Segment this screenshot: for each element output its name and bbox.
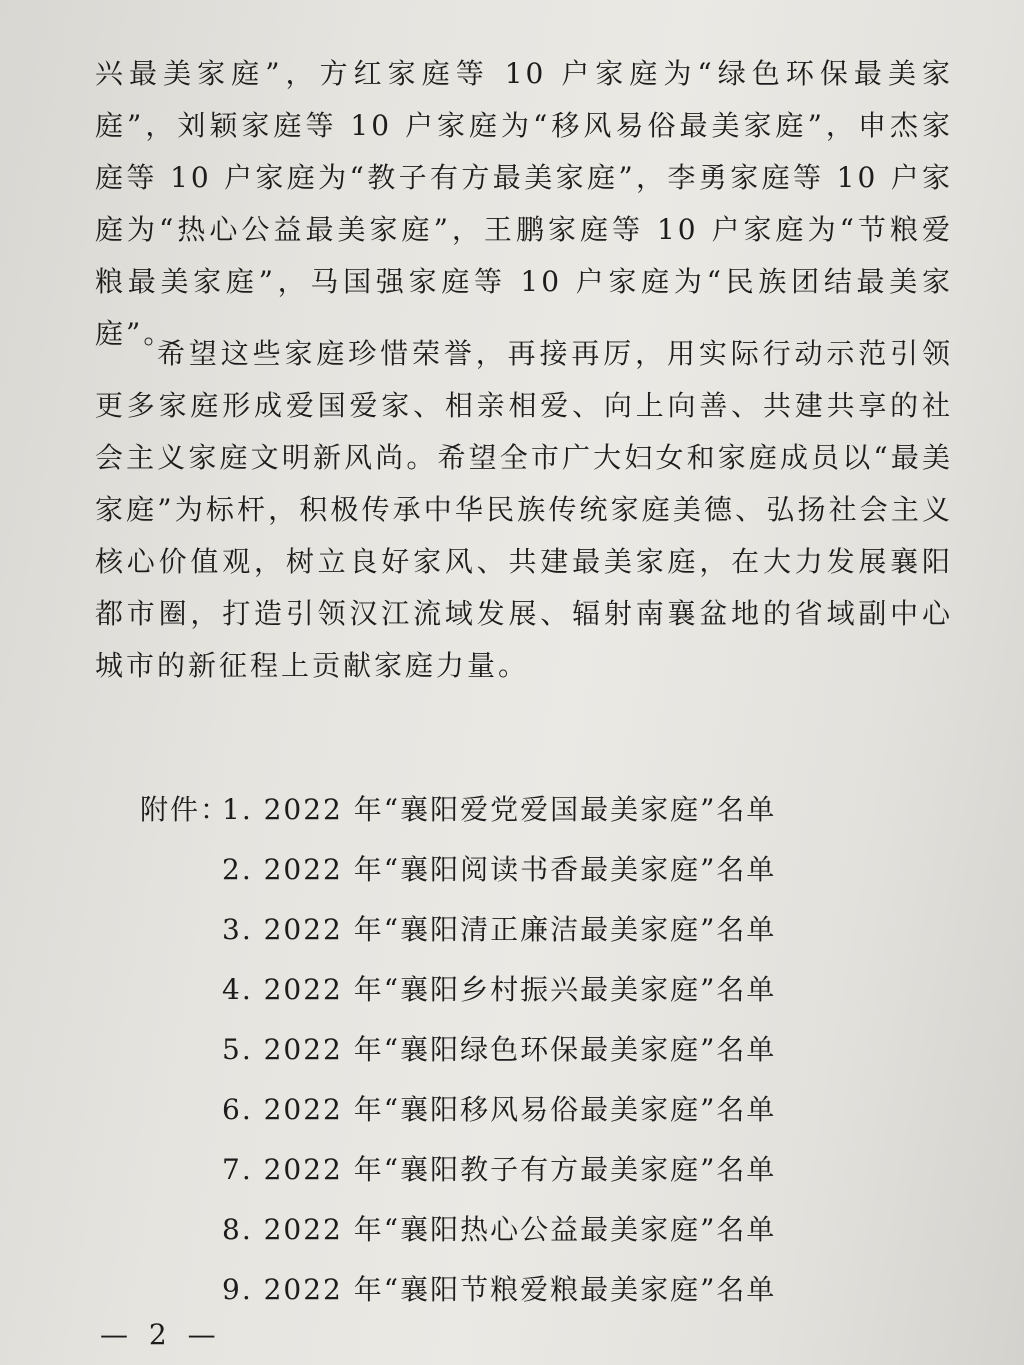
attachment-title: 6. 2022 年“襄阳移风易俗最美家庭”名单 [222, 1093, 777, 1126]
award-list-paragraph: 兴最美家庭”，方红家庭等 10 户家庭为“绿色环保最美家庭”，刘颖家庭等 10 户家庭为“移风易俗最美家庭”，申杰家庭等 10 户家庭为“教子有方最美家庭”，李勇家庭等 10 户家庭为“热心公益最美家庭”，王鹏家庭等 10 户家庭为“节粮爱粮最美家庭”，马国强家庭等 10 户家庭为“民族团结最美家庭”。 [95, 57, 953, 350]
attachment-item [140, 780, 840, 840]
attachment-list [140, 780, 840, 1320]
attachment-item [140, 1020, 840, 1080]
hope-paragraph: 希望这些家庭珍惜荣誉，再接再厉，用实际行动示范引领更多家庭形成爱国爱家、相亲相爱、向上向善、共建共享的社会主义家庭文明新风尚。希望全市广大妇女和家庭成员以“最美家庭”为标杆，积极传承中华民族传统家庭美德、弘扬社会主义核心价值观，树立良好家风、共建最美家庭，在大力发展襄阳都市圈，打造引领汉江流域发展、辐射南襄盆地的省域副中心城市的新征程上贡献家庭力量。 [95, 337, 953, 682]
attachment-title: 7. 2022 年“襄阳教子有方最美家庭”名单 [222, 1153, 777, 1186]
attachment-item [140, 1200, 840, 1260]
attachment-item [140, 960, 840, 1020]
attachment-title: 3. 2022 年“襄阳清正廉洁最美家庭”名单 [222, 913, 777, 946]
attachment-title: 5. 2022 年“襄阳绿色环保最美家庭”名单 [222, 1033, 777, 1066]
attachment-title: 9. 2022 年“襄阳节粮爱粮最美家庭”名单 [222, 1273, 777, 1306]
page-number: — 2 — [100, 1318, 222, 1351]
attachment-item [140, 840, 840, 900]
attachment-title: 8. 2022 年“襄阳热心公益最美家庭”名单 [222, 1213, 777, 1246]
attachment-item [140, 1260, 840, 1320]
attachment-item [140, 1080, 840, 1140]
attachment-title: 4. 2022 年“襄阳乡村振兴最美家庭”名单 [222, 973, 777, 1006]
attachment-title: 1. 2022 年“襄阳爱党爱国最美家庭”名单 [222, 793, 777, 826]
attachment-label: 附件： [140, 793, 231, 826]
attachment-item [140, 1140, 840, 1200]
attachment-title: 2. 2022 年“襄阳阅读书香最美家庭”名单 [222, 853, 777, 886]
attachment-item [140, 900, 840, 960]
